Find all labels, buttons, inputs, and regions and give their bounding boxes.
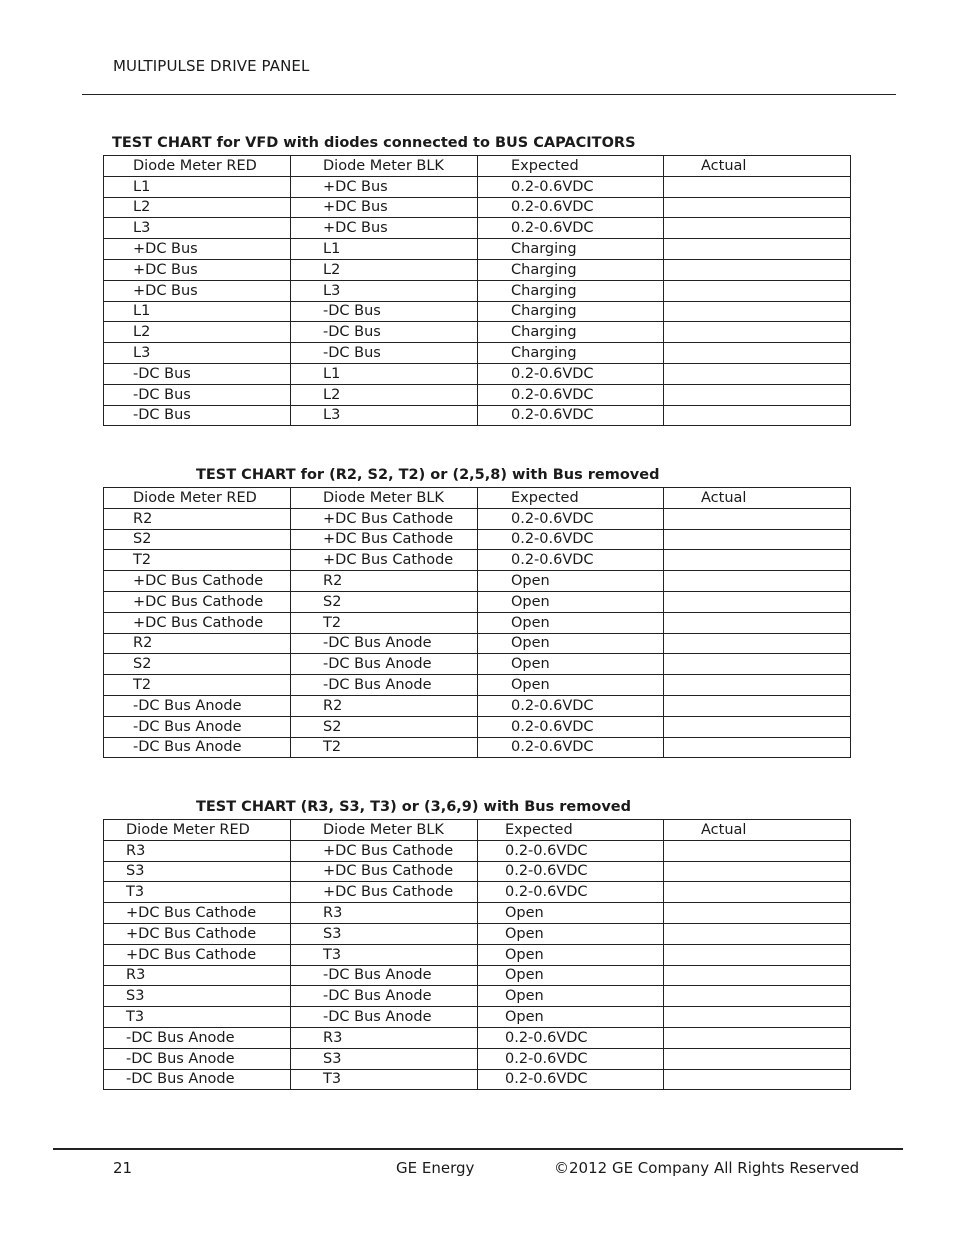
actual-cell [664,695,851,716]
footer-company: GE Energy [396,1159,475,1177]
table-cell: -DC Bus [291,322,478,343]
table-cell: T2 [291,612,478,633]
actual-cell [664,654,851,675]
table-cell: Open [478,633,664,654]
actual-cell [664,1027,851,1048]
table-cell: T2 [104,550,291,571]
table-cell: Open [478,986,664,1007]
table-cell: +DC Bus [291,197,478,218]
table-cell: R2 [291,695,478,716]
column-header: Expected [478,488,664,509]
actual-cell [664,550,851,571]
column-header: Diode Meter RED [104,820,291,841]
table-cell: L1 [291,363,478,384]
footer-divider [53,1148,903,1150]
column-header: Diode Meter BLK [291,488,478,509]
test-chart-3-table [103,819,851,1090]
table-row [104,675,851,696]
chart-1-title: TEST CHART for VFD with diodes connected to BUS CAPACITORS [112,135,636,151]
table-cell: S2 [291,716,478,737]
actual-cell [664,965,851,986]
table-row [104,965,851,986]
table-cell: L3 [104,218,291,239]
table-row [104,903,851,924]
table-cell: +DC Bus Cathode [291,840,478,861]
table-cell: Charging [478,239,664,260]
table-cell: 0.2-0.6VDC [478,550,664,571]
header-divider [82,94,896,95]
table-cell: 0.2-0.6VDC [478,695,664,716]
table-cell: -DC Bus [104,363,291,384]
table-cell: -DC Bus Anode [291,654,478,675]
column-header: Actual [664,820,851,841]
table-row [104,529,851,550]
table-cell: -DC Bus Anode [104,1069,291,1090]
actual-cell [664,633,851,654]
actual-cell [664,405,851,426]
table-row [104,882,851,903]
table-cell: L1 [291,239,478,260]
table-row [104,861,851,882]
table-row [104,571,851,592]
table-row [104,986,851,1007]
table-row [104,633,851,654]
table-cell: Charging [478,259,664,280]
actual-cell [664,591,851,612]
table-cell: L3 [291,405,478,426]
table-cell: Open [478,965,664,986]
table-cell: Charging [478,322,664,343]
table-cell: +DC Bus Cathode [291,508,478,529]
table-cell: L1 [104,301,291,322]
actual-cell [664,903,851,924]
table-row [104,1069,851,1090]
table-cell: +DC Bus Cathode [104,591,291,612]
table-row [104,550,851,571]
table-cell: S2 [104,654,291,675]
table-row [104,695,851,716]
column-header: Diode Meter BLK [291,156,478,177]
page-header-title: MULTIPULSE DRIVE PANEL [113,57,310,75]
table-cell: L2 [104,322,291,343]
table-cell: S3 [104,986,291,1007]
table-cell: T3 [291,944,478,965]
table-cell: +DC Bus Cathode [291,550,478,571]
table-cell: 0.2-0.6VDC [478,1069,664,1090]
table-cell: -DC Bus Anode [104,1048,291,1069]
actual-cell [664,986,851,1007]
table-cell: +DC Bus Cathode [104,923,291,944]
table-row [104,176,851,197]
table-cell: T2 [291,737,478,758]
table-cell: +DC Bus Cathode [291,529,478,550]
table-cell: L2 [291,259,478,280]
table-cell: Open [478,1007,664,1028]
table-row [104,384,851,405]
actual-cell [664,384,851,405]
table-header-row [104,488,851,509]
table-cell: R3 [104,840,291,861]
table-cell: 0.2-0.6VDC [478,508,664,529]
table-cell: 0.2-0.6VDC [478,384,664,405]
table-cell: +DC Bus [104,239,291,260]
actual-cell [664,1069,851,1090]
table-row [104,654,851,675]
actual-cell [664,1048,851,1069]
table-cell: +DC Bus Cathode [291,861,478,882]
test-chart-2-table [103,487,851,758]
actual-cell [664,322,851,343]
table-cell: -DC Bus [104,384,291,405]
table-cell: Open [478,944,664,965]
table-cell: Open [478,923,664,944]
table-cell: Open [478,903,664,924]
table-cell: R2 [104,508,291,529]
table-header-row [104,156,851,177]
table-cell: -DC Bus [104,405,291,426]
table-cell: T3 [104,1007,291,1028]
table-header-row [104,820,851,841]
table-cell: S3 [291,923,478,944]
table-cell: -DC Bus Anode [291,633,478,654]
table-cell: R3 [291,903,478,924]
column-header: Actual [664,156,851,177]
table-cell: Charging [478,280,664,301]
test-chart-1-table [103,155,851,426]
table-cell: 0.2-0.6VDC [478,861,664,882]
chart-3-title: TEST CHART (R3, S3, T3) or (3,6,9) with Bus removed [196,799,631,815]
table-cell: -DC Bus Anode [104,737,291,758]
table-row [104,737,851,758]
table-cell: S2 [104,529,291,550]
actual-cell [664,923,851,944]
chart-2-title: TEST CHART for (R2, S2, T2) or (2,5,8) with Bus removed [196,467,660,483]
actual-cell [664,944,851,965]
table-cell: T3 [291,1069,478,1090]
table-cell: L2 [291,384,478,405]
table-cell: +DC Bus [104,280,291,301]
actual-cell [664,840,851,861]
actual-cell [664,301,851,322]
table-cell: 0.2-0.6VDC [478,218,664,239]
table-cell: -DC Bus [291,301,478,322]
actual-cell [664,197,851,218]
column-header: Actual [664,488,851,509]
table-row [104,322,851,343]
table-cell: T2 [104,675,291,696]
actual-cell [664,363,851,384]
table-row [104,1027,851,1048]
table-cell: S2 [291,591,478,612]
table-cell: 0.2-0.6VDC [478,176,664,197]
table-row [104,1007,851,1028]
table-cell: Open [478,591,664,612]
table-cell: 0.2-0.6VDC [478,1048,664,1069]
table-cell: -DC Bus Anode [291,1007,478,1028]
actual-cell [664,218,851,239]
actual-cell [664,737,851,758]
table-cell: 0.2-0.6VDC [478,882,664,903]
column-header: Diode Meter BLK [291,820,478,841]
table-row [104,923,851,944]
table-cell: -DC Bus Anode [104,716,291,737]
table-row [104,343,851,364]
table-cell: R2 [104,633,291,654]
table-row [104,944,851,965]
table-row [104,591,851,612]
actual-cell [664,176,851,197]
actual-cell [664,861,851,882]
table-cell: 0.2-0.6VDC [478,840,664,861]
table-row [104,1048,851,1069]
table-cell: S3 [104,861,291,882]
table-cell: R3 [104,965,291,986]
table-cell: L3 [104,343,291,364]
column-header: Diode Meter RED [104,488,291,509]
table-cell: +DC Bus Cathode [104,903,291,924]
actual-cell [664,343,851,364]
table-cell: R3 [291,1027,478,1048]
column-header: Diode Meter RED [104,156,291,177]
table-row [104,363,851,384]
table-cell: 0.2-0.6VDC [478,363,664,384]
table-cell: -DC Bus Anode [291,986,478,1007]
table-row [104,716,851,737]
table-row [104,280,851,301]
table-cell: +DC Bus Cathode [104,612,291,633]
table-cell: +DC Bus Cathode [104,571,291,592]
table-row [104,301,851,322]
table-row [104,259,851,280]
table-cell: 0.2-0.6VDC [478,1027,664,1048]
actual-cell [664,259,851,280]
table-row [104,239,851,260]
actual-cell [664,529,851,550]
table-cell: R2 [291,571,478,592]
table-cell: 0.2-0.6VDC [478,737,664,758]
table-cell: L1 [104,176,291,197]
table-cell: 0.2-0.6VDC [478,405,664,426]
actual-cell [664,508,851,529]
table-cell: +DC Bus [291,218,478,239]
column-header: Expected [478,820,664,841]
table-cell: +DC Bus [104,259,291,280]
table-cell: L2 [104,197,291,218]
table-cell: Open [478,654,664,675]
table-cell: -DC Bus [291,343,478,364]
table-cell: -DC Bus Anode [104,1027,291,1048]
table-cell: Charging [478,343,664,364]
table-cell: T3 [104,882,291,903]
table-cell: 0.2-0.6VDC [478,529,664,550]
table-row [104,612,851,633]
table-cell: S3 [291,1048,478,1069]
table-cell: -DC Bus Anode [291,965,478,986]
table-cell: +DC Bus [291,176,478,197]
table-cell: +DC Bus Cathode [291,882,478,903]
actual-cell [664,571,851,592]
actual-cell [664,716,851,737]
footer-copyright: ©2012 GE Company All Rights Reserved [554,1159,860,1177]
table-cell: L3 [291,280,478,301]
table-cell: 0.2-0.6VDC [478,716,664,737]
table-row [104,405,851,426]
table-cell: Open [478,571,664,592]
table-row [104,197,851,218]
table-cell: -DC Bus Anode [104,695,291,716]
table-cell: Open [478,612,664,633]
table-cell: Open [478,675,664,696]
table-cell: 0.2-0.6VDC [478,197,664,218]
page-number: 21 [113,1159,133,1177]
actual-cell [664,239,851,260]
table-row [104,840,851,861]
table-row [104,218,851,239]
actual-cell [664,612,851,633]
table-cell: +DC Bus Cathode [104,944,291,965]
table-row [104,508,851,529]
column-header: Expected [478,156,664,177]
table-cell: -DC Bus Anode [291,675,478,696]
actual-cell [664,882,851,903]
actual-cell [664,675,851,696]
actual-cell [664,1007,851,1028]
table-cell: Charging [478,301,664,322]
actual-cell [664,280,851,301]
